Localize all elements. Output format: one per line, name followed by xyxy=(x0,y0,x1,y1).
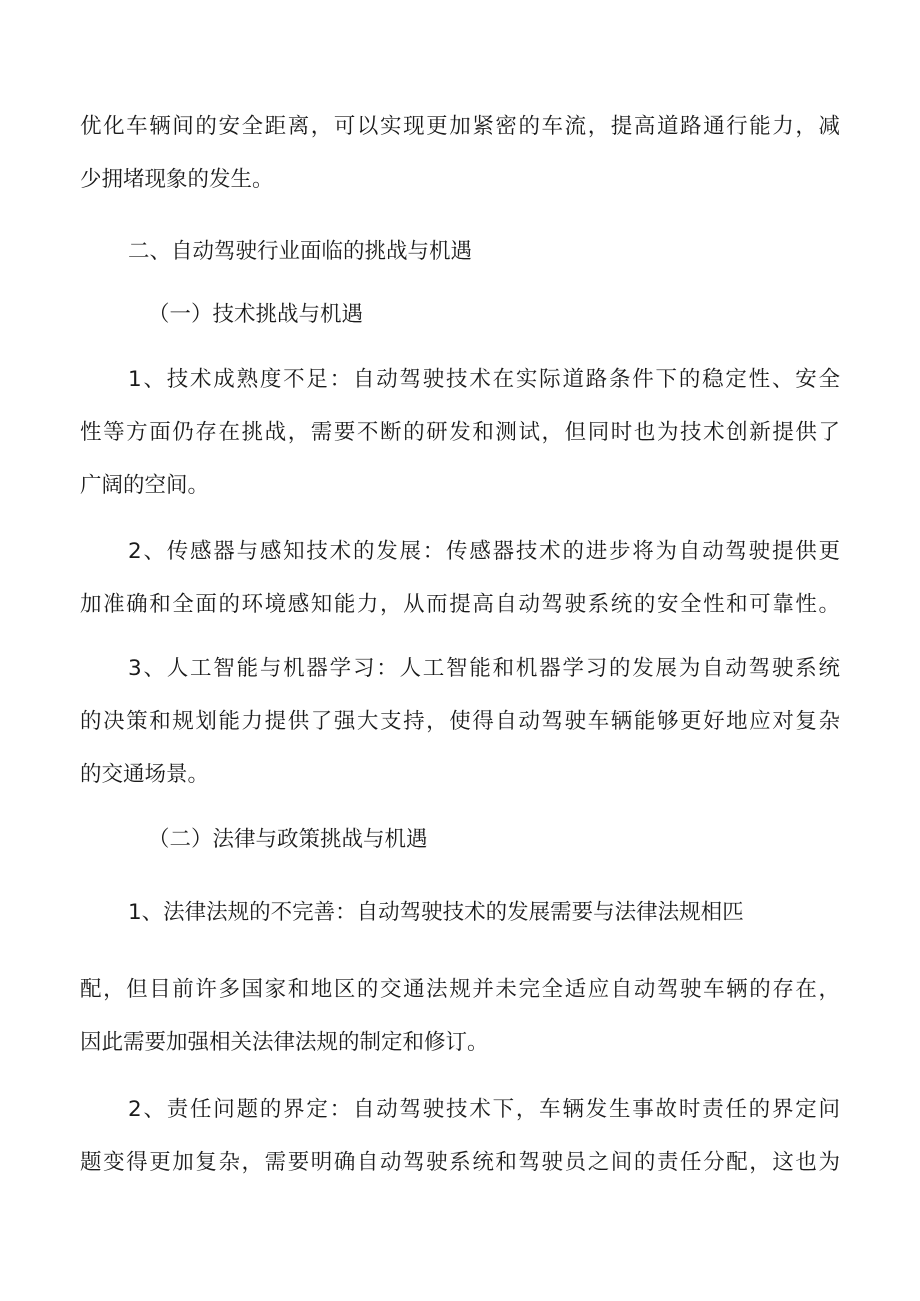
text-line: 性等方面仍存在挑战，需要不断的研发和测试，但同时也为技术创新提供了 xyxy=(80,420,840,445)
paragraph-legal-regulations: 1、法律法规的不完善：自动驾驶技术的发展需要与法律法规相匹 xyxy=(128,900,744,925)
text-line: 少拥堵现象的发生。 xyxy=(80,167,274,192)
text-line: 2、责任问题的界定：自动驾驶技术下，车辆发生事故时责任的界定问 xyxy=(128,1097,840,1122)
text-line: 优化车辆间的安全距离，可以实现更加紧密的车流，提高道路通行能力，减 xyxy=(80,114,840,139)
text-line: 2、传感器与感知技术的发展：传感器技术的进步将为自动驾驶提供更 xyxy=(128,539,840,564)
text-line: 3、人工智能与机器学习：人工智能和机器学习的发展为自动驾驶系统 xyxy=(128,656,840,681)
text-line: 配，但目前许多国家和地区的交通法规并未完全适应自动驾驶车辆的存在， xyxy=(80,977,840,1002)
subsection-heading: （一）技术挑战与机遇 xyxy=(148,302,364,327)
text-line: 加准确和全面的环境感知能力，从而提高自动驾驶系统的安全性和可靠性。 xyxy=(80,592,840,617)
text-line: 题变得更加复杂，需要明确自动驾驶系统和驾驶员之间的责任分配，这也为 xyxy=(80,1150,840,1175)
text-line: 的交通场景。 xyxy=(80,762,210,787)
text-line: 的决策和规划能力提供了强大支持，使得自动驾驶车辆能够更好地应对复杂 xyxy=(80,709,840,734)
subsection-heading: （二）法律与政策挑战与机遇 xyxy=(148,827,428,852)
text-line: 因此需要加强相关法律法规的制定和修订。 xyxy=(80,1030,489,1055)
text-line: 1、技术成熟度不足：自动驾驶技术在实际道路条件下的稳定性、安全 xyxy=(128,367,840,392)
text-line: 广阔的空间。 xyxy=(80,473,210,498)
section-heading: 二、自动驾驶行业面临的挑战与机遇 xyxy=(128,239,473,264)
